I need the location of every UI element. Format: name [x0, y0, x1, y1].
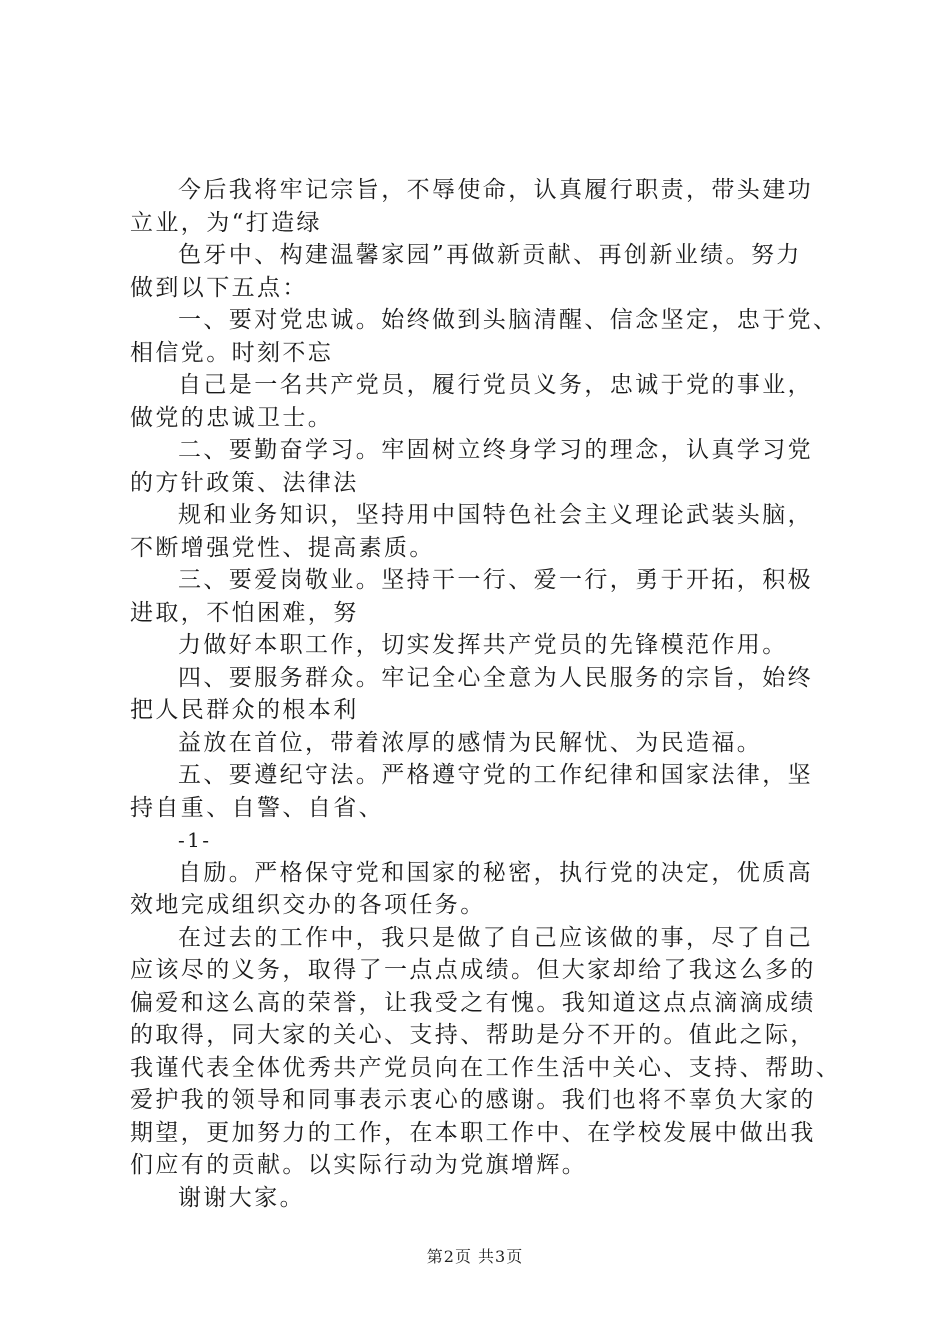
text-line: 做党的忠诚卫士。: [130, 404, 334, 431]
text-line: 做到以下五点：: [130, 274, 308, 301]
text-line: 今后我将牢记宗旨，不辱使命，认真履行职责，带头建功: [178, 177, 813, 203]
text-line: 的取得，同大家的关心、支持、帮助是分不开的。值此之际，: [130, 1022, 816, 1048]
text-line: 进取，不怕困难，努: [130, 599, 359, 626]
text-line: 二、要勤奋学习。牢固树立终身学习的理念，认真学习党: [178, 437, 813, 463]
text-line: 规和业务知识，坚持用中国特色社会主义理论武装头脑，: [178, 502, 813, 528]
text-line: 不断增强党性、提高素质。: [130, 534, 435, 561]
text-line: 色牙中、构建温馨家园”再做新贡献、再创新业绩。努力: [178, 242, 802, 268]
text-line: 爱护我的领导和同事表示衷心的感谢。我们也将不辜负大家的: [130, 1087, 816, 1113]
inline-page-number: -1-: [178, 828, 212, 852]
text-line: 的方针政策、法律法: [130, 469, 359, 496]
text-line: 三、要爱岗敬业。坚持干一行、爱一行，勇于开拓，积极: [178, 567, 813, 593]
text-line: 五、要遵纪守法。严格遵守党的工作纪律和国家法律，坚: [178, 762, 813, 788]
text-line: 谢谢大家。: [178, 1184, 305, 1211]
text-line: 自己是一名共产党员，履行党员义务，忠诚于党的事业，: [178, 372, 813, 398]
text-line: 一、要对党忠诚。始终做到头脑清醒、信念坚定，忠于党、: [178, 307, 839, 333]
text-line: 应该尽的义务，取得了一点点成绩。但大家却给了我这么多的: [130, 957, 816, 983]
text-line: 我谨代表全体优秀共产党员向在工作生活中关心、支持、帮助、: [130, 1054, 842, 1081]
text-line: 偏爱和这么高的荣誉，让我受之有愧。我知道这点点滴滴成绩: [130, 989, 816, 1016]
text-line: 效地完成组织交办的各项任务。: [130, 892, 486, 918]
text-line: 四、要服务群众。牢记全心全意为人民服务的宗旨，始终: [178, 664, 813, 691]
text-line: 们应有的贡献。以实际行动为党旗增辉。: [130, 1152, 588, 1178]
page-footer: 第2页 共3页: [426, 1247, 524, 1266]
text-line: 期望，更加努力的工作，在本职工作中、在学校发展中做出我: [130, 1119, 816, 1146]
text-line: 自励。严格保守党和国家的秘密，执行党的决定，优质高: [178, 859, 813, 886]
text-line: 力做好本职工作，切实发挥共产党员的先锋模范作用。: [178, 632, 788, 658]
text-line: 立业，为“打造绿: [130, 209, 322, 236]
text-line: 相信党。时刻不忘: [130, 339, 334, 366]
text-line: 把人民群众的根本利: [130, 697, 359, 723]
text-line: 益放在首位，带着浓厚的感情为民解忧、为民造福。: [178, 729, 763, 756]
document-body: [130, 174, 842, 1214]
text-line: 在过去的工作中，我只是做了自己应该做的事，尽了自己: [178, 924, 813, 951]
text-line: 持自重、自警、自省、: [130, 794, 384, 821]
